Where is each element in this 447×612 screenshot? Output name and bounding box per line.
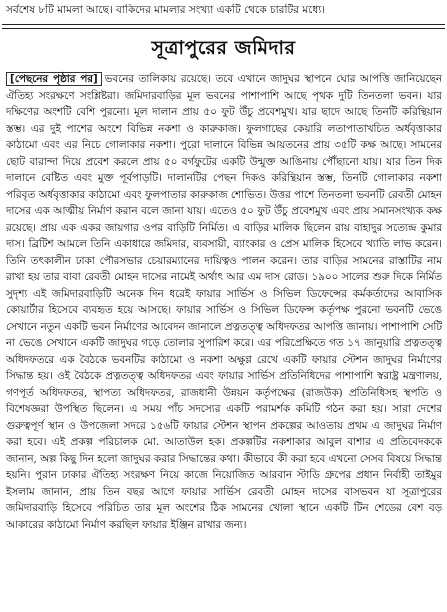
- divider-rule-thin: [2, 28, 445, 29]
- divider-rule: [2, 24, 445, 25]
- continuation-label: [পেছনের পৃষ্ঠার পর]: [6, 72, 102, 86]
- article-body: [6, 71, 442, 609]
- article-body-text: ভবনের তালিকায় রয়েছে। তবে এখানে জাদুঘর স্থাপনে ঘোর আপত্তি জানিয়েছেন ঐতিহ্য সংরক্ষণে সংশ্লিষ্টরা। জমিদারবাড়ির মূল ভবনের পাশাপাশি আছে পৃথক দুটি তিনতলা ভবন। যার দক্ষিণের অংশটি বেশি পুরনো। মূল দালান প্রায় ৫০ ফুট উঁচু প্রবেশমুখ। যার ছাদে আছে তিনটি করিন্থিয়ান স্তম্ভ। এর দুই পাশের অংশে বিভিন্ন নকশা ও কারুকাজ। ফুলগাছের কেয়ারি লতাপাতাখচিত অর্ধবৃত্তাকার কাঠামো এবং এর নিচে গোলাকার নকশা। পুরো দালানে বিভিন্ন আয়তনের প্রায় ৩৫টি কক্ষ আছে। সামনের ছোট বারান্দা দিয়ে প্রবেশ করলে প্রায় ৫০ বর্গফুটের একটি উন্মুক্ত আঙিনায় পৌঁছানো যায়। যার তিন দিক দালানে বেষ্টিত এবং মুক্ত পূর্বপাড়টি। দালানটির পেছন দিকও করিন্থিয়ান স্তম্ভ, তিনটি গোলাকার নকশা পরিবৃত অর্ধবৃত্তাকার কাঠামো এবং ফুলপাতার কারুকাজ শোভিত। উত্তর পাশে তিনতলা ভবনটি রেবতী মোহন দাসের এক আত্মীয় নির্মাণ করান বলে জানা যায়। এতেও ৫০ ফুট উঁচু প্রবেশমুখ এবং প্রায় সমানসংখ্যক কক্ষ রয়েছে। প্রায় এক একর জায়গার ওপর বাড়িটি নির্মিত। এ বাড়ির মালিক ছিলেন রায় বাহাদুর সত্যেন্দ্র কুমার দাস। ব্রিটিশ আমলে তিনি একাধারে জমিদার, ব্যবসায়ী, ব্যাংকার ও প্রেস মালিক হিসেবে খ্যাতি লাভ করেন। তিনি তৎকালীন ঢাকা পৌরসভার চেয়ারম্যানের দায়িত্বও পালন করেন। তার বাড়ির সামনের রাস্তাটির নাম রাখা হয় তার বাবা রেবতী মোহন দাসের নামেই অর্থাৎ আর এম দাস রোড। ১৯০০ সালের শুরু দিকে নির্মিত সুদৃশ্য এই জমিদারবাড়িটি অনেক দিন ধরেই ফায়ার সার্ভিস ও সিভিল ডিফেন্সের কর্মকর্তাদের আবাসিক কোয়ার্টার হিসেবে ব্যবহৃত হয়ে আসছে। ফায়ার সার্ভিস ও সিভিল ডিফেন্স কর্তৃপক্ষ পুরনো ভবনটি ভেঙে সেখানে নতুন একটি ভবন নির্মাণের আবেদন জানালে প্রত্নতত্ত্ব অধিদফতর আপত্তি জানায়। পাশাপাশি সেটি না ভেঙে সেখানে একটি জাদুঘর গড়ে তোলার সুপারিশ করে। এর পরিপ্রেক্ষিতে গত ১৭ জানুয়ারি প্রত্নতত্ত্ব অধিদফতরে এক বৈঠকে ভবনটির কাঠামো ও নকশা অক্ষুণ্ণ রেখে একটি ফায়ার স্টেশন জাদুঘর নির্মাণের সিদ্ধান্ত হয়। ওই বৈঠকে প্রত্নতত্ত্ব অধিদফতর এবং ফায়ার সার্ভিস প্রতিনিধিদের পাশাপাশি স্বরাষ্ট্র মন্ত্রণালয়, গণপূর্ত অধিদফতর, স্থাপত্য অধিদফতর, রাজধানী উন্নয়ন কর্তৃপক্ষের (রাজউক) প্রতিনিধিসহ স্থপতি ও বিশেষজ্ঞরা উপস্থিত ছিলেন। এ সময় পাঁচ সদস্যের একটি পরামর্শক কমিটি গঠন করা হয়। সারা দেশের গুরুত্বপূর্ণ স্থান ও উপজেলা সদরে ১৫৬টি ফায়ার স্টেশন স্থাপন প্রকল্পের আওতায় প্রথম এ জাদুঘর নির্মাণ করা হবে। এই প্রকল্প পরিচালক মো. আতাউল হক। প্রকল্পটির নকশাকার আবুল বাশার এ প্রতিবেদককে জানান, অল্প কিছু দিন হলো জাদুঘর করার সিদ্ধান্তের কথা। কীভাবে কী করা হবে এখনো সেসব বিষয়ে সিদ্ধান্ত হয়নি। পুরান ঢাকার ঐতিহ্য সংরক্ষণ নিয়ে কাজে নিয়োজিত আরবান স্টাডি গ্রুপের প্রধান নির্বাহী তাইমুর ইসলাম জানান, প্রায় তিন বছর আগে ফায়ার সার্ভিস রেবতী মোহন দাসের বাসভবন যা সূত্রাপুরের জমিদারবাড়ি হিসেবে পরিচিত তার মূল অংশের ঠিক সামনের খোলা স্থানে একটি টিন শেডের বেশ বড় আকারের কাঠামো নির্মাণ করছিল ফায়ার ইঞ্জিন রাখার জন্য।: [6, 73, 442, 531]
- article-headline: সূত্রাপুরের জমিদার: [151, 37, 296, 59]
- previous-article-last-line: সর্বশেষ ৮টি মামলা আছে। বাকিদের মামলার সংখ্যা একটি থেকে চারটির মধ্যে।: [6, 4, 326, 16]
